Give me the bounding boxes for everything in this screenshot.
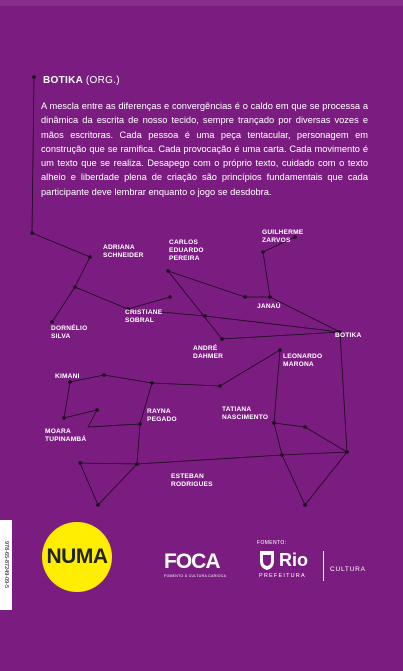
- label-line: SILVA: [51, 333, 71, 340]
- foca-logo: [164, 551, 226, 578]
- label-line: RODRIGUES: [171, 481, 213, 488]
- constellation-line: [274, 423, 347, 452]
- label-line: RAYNA: [147, 408, 171, 415]
- constellation-node: [50, 320, 54, 324]
- label-dornelio-silva: [51, 325, 87, 341]
- label-adriana-schneider: [103, 244, 144, 260]
- author-org: (ORG.): [85, 75, 120, 86]
- numa-logo-text: NUMA: [46, 545, 108, 568]
- constellation-node: [95, 408, 99, 412]
- foca-tagline: FOMENTO À CULTURA CARIOCA: [164, 574, 227, 578]
- label-line: SCHNEIDER: [103, 252, 144, 259]
- label-guilherme-zarvos: [262, 229, 303, 245]
- author-name: BOTIKA: [43, 75, 83, 86]
- constellation-node: [135, 462, 139, 466]
- label-line: LEONARDO: [283, 353, 323, 360]
- cultura-label: CULTURA: [330, 566, 366, 573]
- label-line: JANAÚ: [257, 303, 281, 310]
- constellation-node: [73, 285, 77, 289]
- constellation-node: [243, 295, 247, 299]
- constellation-node: [303, 503, 307, 507]
- label-line: TUPINAMBÁ: [45, 436, 87, 443]
- label-tatiana-nascimento: [222, 406, 268, 422]
- author-heading: [43, 75, 120, 86]
- constellation-node: [96, 503, 100, 507]
- constellation-node: [272, 421, 276, 425]
- foca-logo-text: FOCA: [164, 550, 220, 573]
- logo-divider: [323, 551, 324, 581]
- constellation-node: [168, 295, 172, 299]
- constellation-node: [268, 295, 272, 299]
- label-line: ZARVOS: [262, 237, 291, 244]
- label-kimani: [55, 373, 80, 381]
- constellation-node: [220, 337, 224, 341]
- label-line: KIMANI: [55, 373, 80, 380]
- label-line: CRISTIANE: [125, 309, 163, 316]
- constellation-node: [218, 384, 222, 388]
- constellation-node: [78, 461, 82, 465]
- constellation-line: [52, 287, 75, 322]
- constellation-node: [261, 250, 265, 254]
- prefeitura-label: PREFEITURA: [259, 573, 306, 579]
- label-moara-tupinamba: [45, 428, 86, 444]
- numa-publisher-logo: [42, 522, 112, 592]
- back-cover-blurb: A mescla entre as diferenças e convergências é o caldo em que se processa a dinâmica da escrita de nosso tecido, sempre trançado por diversas vozes e mãos escritoras. Cada pessoa é uma peça tentacular, personagem em construção que se ramifica. Cada provocação é uma carta. Cada movimento é um texto que se realiza. Desapego com o próprio texto, cuidado com o texto alheio e liberdade plena de criação são princípios fundamentais que cada participante deve lembrar enquanto o jogo se desdobra.: [41, 101, 368, 197]
- label-andre-dahmer: [193, 345, 223, 361]
- rio-crest-icon: [258, 549, 276, 571]
- label-rayna-pegado: [147, 408, 177, 424]
- label-line: MARONA: [283, 361, 314, 368]
- label-janau: [257, 303, 281, 311]
- label-line: ESTEBAN: [171, 473, 204, 480]
- constellation-node: [30, 231, 34, 235]
- constellation-node: [203, 314, 207, 318]
- label-line: ADRIANA: [103, 244, 135, 251]
- label-line: NASCIMENTO: [222, 414, 269, 421]
- constellation-node: [88, 255, 92, 259]
- constellation-node: [102, 373, 106, 377]
- label-line: CARLOS: [169, 239, 199, 246]
- constellation-node: [150, 381, 154, 385]
- constellation-node: [303, 425, 307, 429]
- label-leonardo-marona: [283, 353, 322, 369]
- constellation-node: [345, 450, 349, 454]
- constellation-node: [138, 422, 142, 426]
- label-line: TATIANA: [222, 406, 252, 413]
- label-line: PEGADO: [147, 416, 177, 423]
- constellation-node: [62, 416, 66, 420]
- label-line: PEREIRA: [169, 255, 200, 262]
- label-line: SOBRAL: [125, 317, 155, 324]
- constellation-line: [168, 271, 270, 297]
- constellation-line: [80, 424, 347, 505]
- constellation-node: [278, 348, 282, 352]
- label-cristiane-sobral: [125, 309, 162, 325]
- label-line: BOTIKA: [335, 332, 362, 339]
- label-line: MOARA: [45, 428, 71, 435]
- label-botika: [335, 332, 361, 340]
- fomento-label: FOMENTO:: [257, 540, 287, 546]
- label-esteban-rodrigues: [171, 473, 213, 489]
- constellation-node: [32, 75, 36, 79]
- label-line: EDUARDO: [169, 247, 204, 254]
- isbn-number: 978-65-87249-09-5: [3, 541, 9, 589]
- label-carlos-eduardo-pereira: [169, 239, 204, 263]
- isbn-barcode: [0, 520, 12, 610]
- constellation-node: [166, 269, 170, 273]
- constellation-node: [280, 453, 284, 457]
- label-line: DAHMER: [193, 353, 224, 360]
- rio-logo-text: Rio: [279, 550, 308, 570]
- label-line: DORNÉLIO: [51, 325, 88, 332]
- constellation-line: [128, 297, 170, 309]
- rio-prefeitura-logo: [258, 549, 308, 571]
- label-line: GUILHERME: [262, 229, 304, 236]
- label-line: ANDRÉ: [193, 345, 218, 352]
